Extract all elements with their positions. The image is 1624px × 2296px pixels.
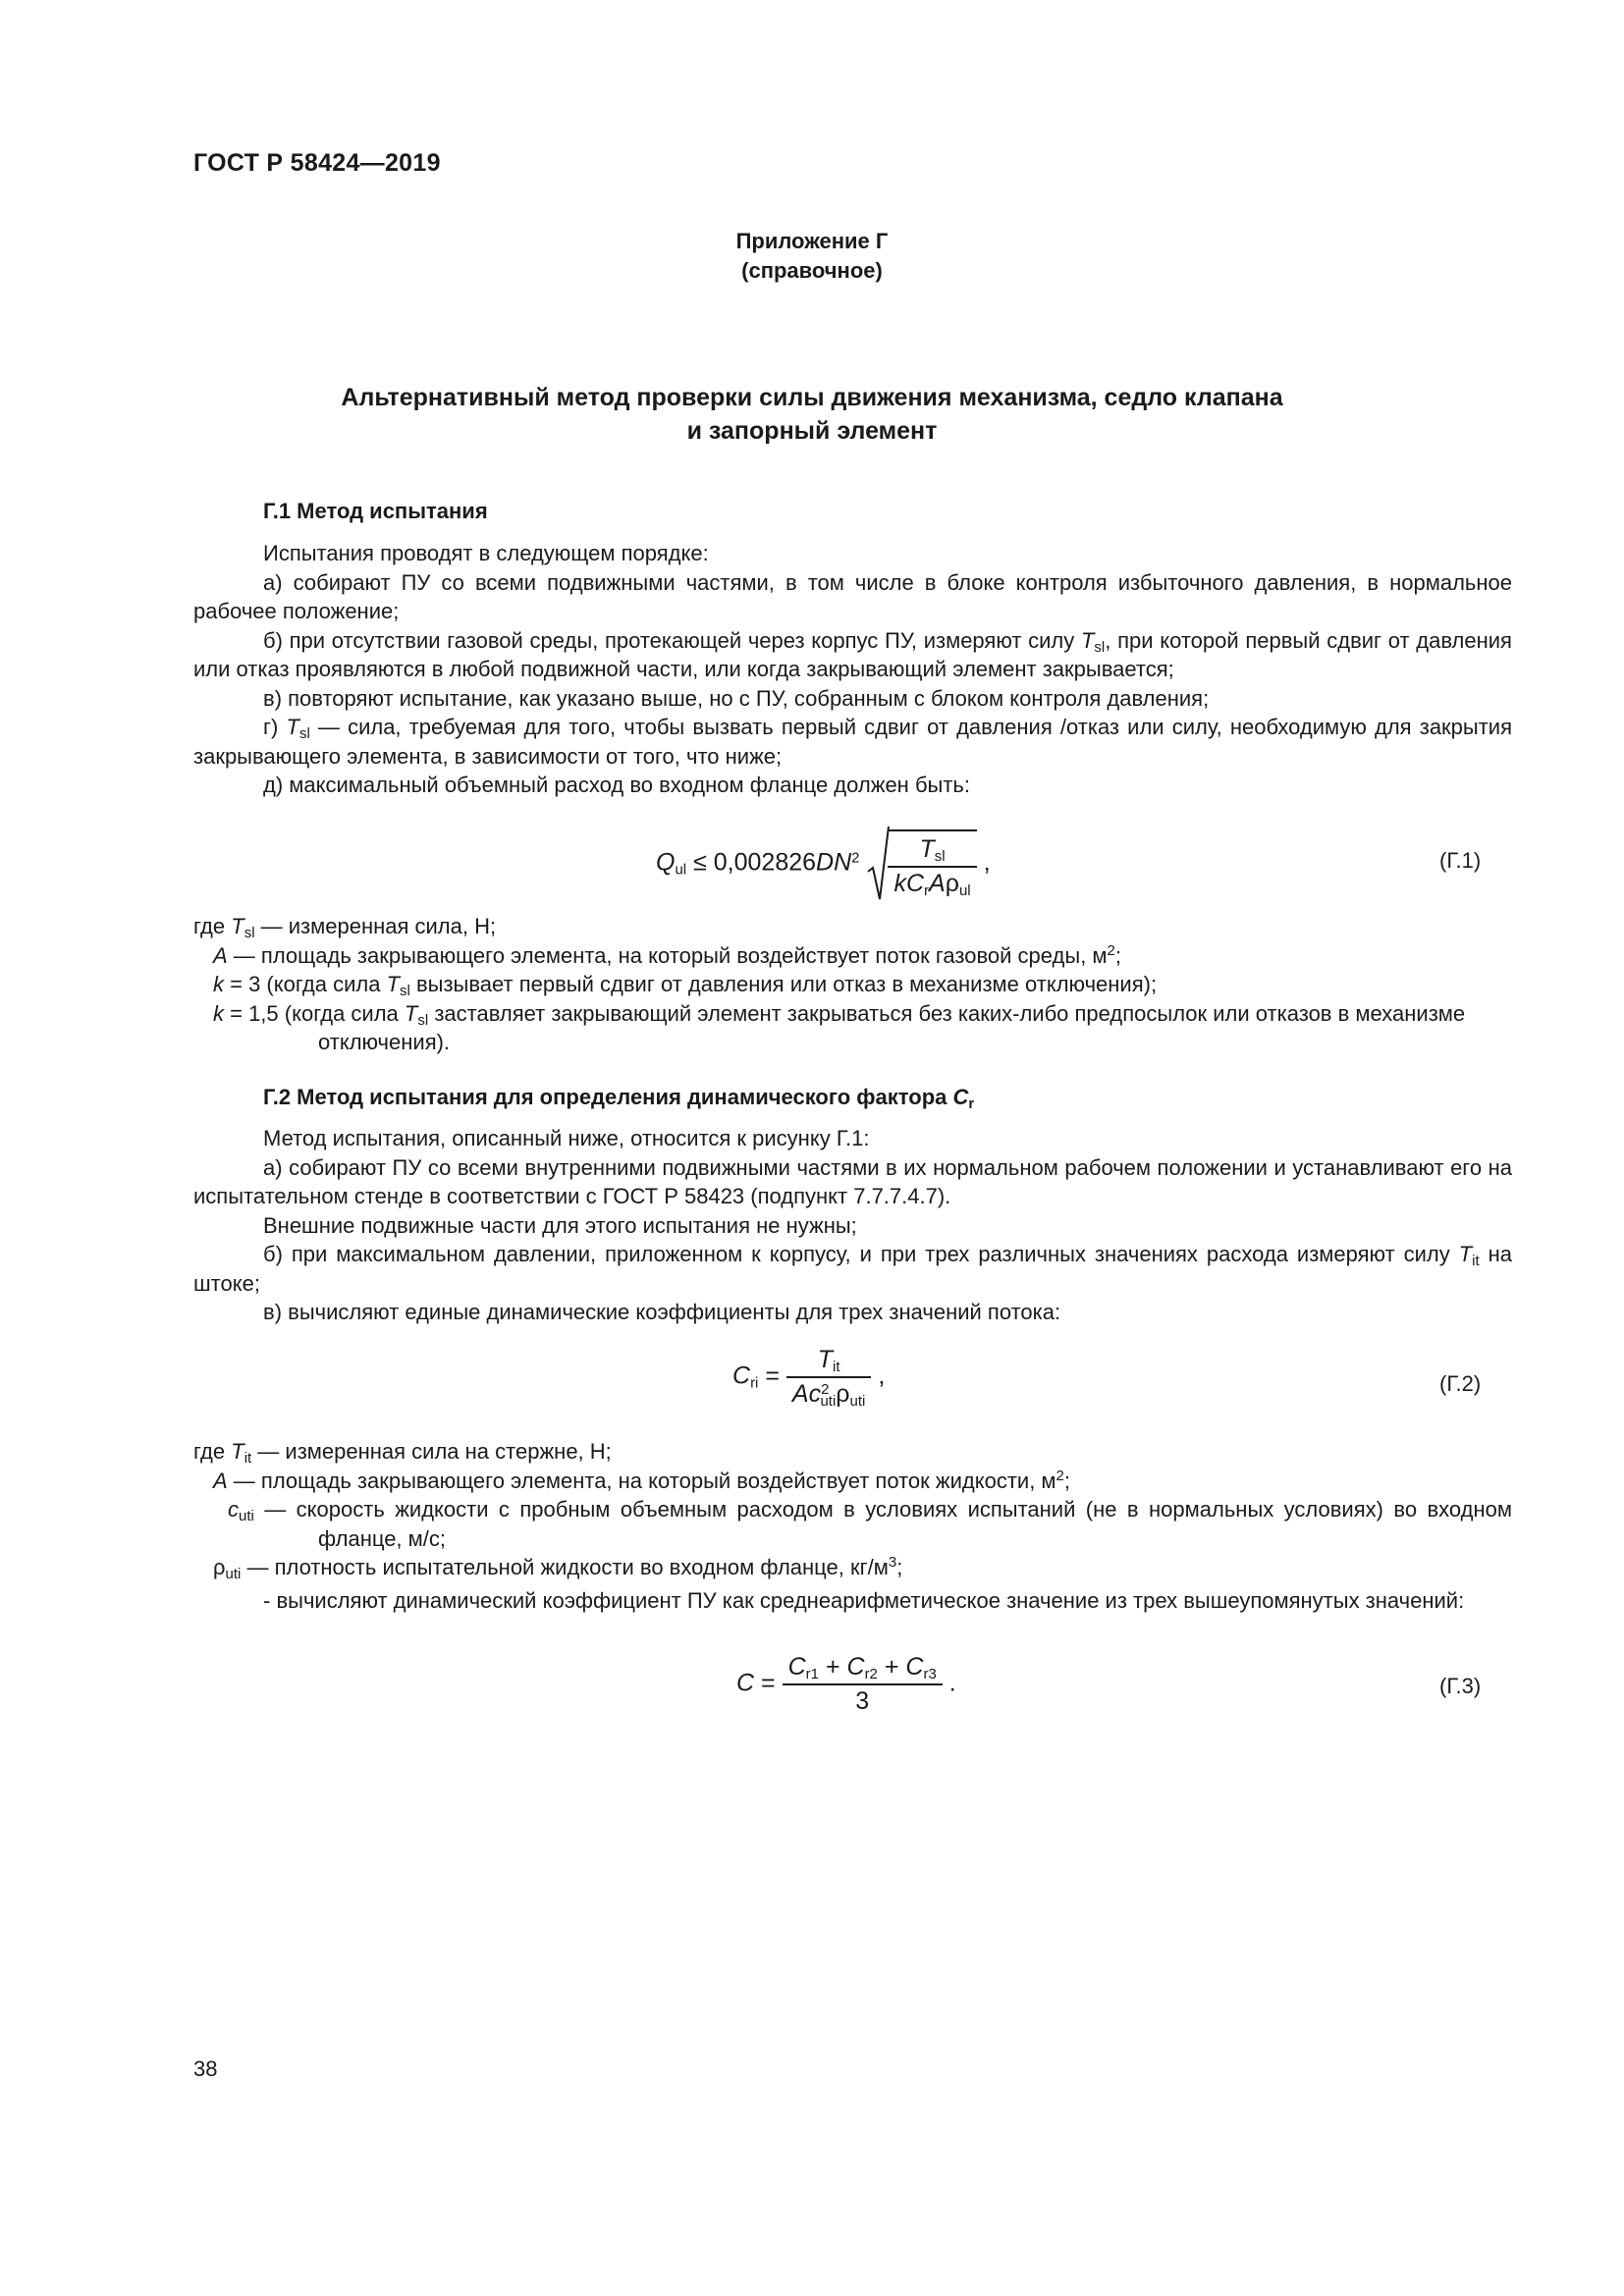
where2-a: A — площадь закрывающего элемента, на который воздействует поток жидкости, $м^2$; (213, 1467, 1071, 1493)
section1-item-a: а) собирают ПУ со всеми подвижными частями, в том числе в блоке контроля избыточного давления, в нормальное рабочее положение; (193, 569, 1512, 623)
section1-item-b: б) при отсутствии газовой среды, протекающей через корпус ПУ, измеряют силу $T_{sl}$, при которой первый сдвиг от давления или отказ проявляются в любой подвижной части, или когда закрывающий элемент закрывается; (193, 627, 1512, 681)
equation-g2: $C_{ri}$ = $\frac{T_{it}}{Ac^2_{uti}\rho_{uti}}$ , (732, 1346, 886, 1410)
where1-k3: k = 3 (когда сила $T_{sl}$ вызывает первый сдвиг от давления или отказ в механизме отключения); (213, 972, 1158, 999)
where2-block (193, 1437, 1512, 1615)
equation-g3-fraction: $\frac{C_{r1} + C_{r2} + C_{r3}}{3}$ (783, 1653, 943, 1716)
equation-g2-fraction: $\frac{T_{it}}{Ac^2_{uti}\rho_{uti}}$ (786, 1346, 871, 1409)
where1-block (193, 912, 1512, 1057)
equation-g1: $Q_{ul} \le 0,002826DN^2$ $\frac{T_{sl}}{kC_rA\rho_{ul}}$ , (656, 825, 991, 903)
appendix-heading-line1: Альтернативный метод проверки силы движения механизма, седло клапана (341, 384, 1283, 411)
sqrt-sign-icon (866, 825, 890, 903)
section2-item-b: б) при максимальном давлении, приложенном к корпусу, и при трех различных значениях расхода измеряют силу $T_{it}$ на штоке; (193, 1242, 1513, 1296)
section1-body (193, 539, 1512, 800)
where1-k15: k = 1,5 (когда сила $T_{sl}$ заставляет закрывающий элемент закрываться без каких-либо предпосылок или отказов в механизме отключения). (213, 1000, 1466, 1054)
appendix-title: Приложение Г (735, 229, 889, 253)
document-code: ГОСТ Р 58424—2019 (193, 149, 441, 177)
where2-t: где $T_{it}$ — измеренная сила на стержне, Н; (193, 1439, 612, 1467)
section1-intro: Испытания проводят в следующем порядке: (263, 541, 709, 565)
where2-rho: $\rho_{uti}$ — плотность испытательной жидкости во входном фланце, $кг/м^3$; (213, 1554, 903, 1582)
section2-item-a: а) собирают ПУ со всеми внутренними подвижными частями в их нормальном рабочем положении и устанавливают его на испытательном стенде в соответствии с ГОСТ Р 58423 (подпункт 7.7.7.4.7). (193, 1154, 1512, 1208)
where1-a: A — площадь закрывающего элемента, на который воздействует поток газовой среды, $м^2$; (213, 941, 1122, 968)
section1-item-g: г) $T_{sl}$ — сила, требуемая для того, чтобы вызвать первый сдвиг от давления /отказ или силу, необходимую для закрытия закрывающего элемента, в зависимости от того, что ниже; (193, 715, 1512, 769)
where1-t: где $T_{sl}$ — измеренная сила, Н; (193, 914, 497, 941)
section2-body (193, 1124, 1512, 1327)
section1-item-v: в) повторяют испытание, как указано выше, но с ПУ, собранным с блоком контроля давления; (263, 685, 1210, 711)
section1-heading: Г.1 Метод испытания (263, 499, 488, 523)
section2-external: Внешние подвижные части для этого испытания не нужны; (263, 1212, 857, 1238)
appendix-type: (справочное) (741, 258, 883, 283)
page-number: 38 (193, 2056, 218, 2081)
where2-c: $c_{uti}$ — скорость жидкости с пробным объемным расходом в условиях испытаний (не в нормальных условиях) во входном фланце, м/с; (228, 1497, 1512, 1551)
section2-item-v: в) вычисляют единые динамические коэффициенты для трех значений потока: (263, 1300, 1061, 1324)
where2-mean: - вычисляют динамический коэффициент ПУ как среднеарифметическое значение из трех вышеупомянутых значений: (263, 1587, 1465, 1613)
equation-g3-number: (Г.3) (1439, 1674, 1482, 1698)
section1-item-d: д) максимальный объемный расход во входном фланце должен быть: (263, 773, 971, 797)
section2-heading: Г.2 Метод испытания для определения динамического фактора $C_r$ (263, 1085, 975, 1112)
section2-intro: Метод испытания, описанный ниже, относится к рисунку Г.1: (263, 1126, 870, 1150)
sqrt-radicand: $\frac{T_{sl}}{kC_rA\rho_{ul}}$ (888, 829, 976, 898)
equation-g2-number: (Г.2) (1439, 1371, 1482, 1396)
appendix-heading-line2: и запорный элемент (686, 417, 938, 445)
appendix-label (0, 227, 1624, 286)
equation-g1-number: (Г.1) (1439, 848, 1482, 873)
appendix-heading (0, 381, 1624, 448)
equation-g3: C = $\frac{C_{r1} + C_{r2} + C_{r3}}{3}$ . (736, 1653, 956, 1715)
